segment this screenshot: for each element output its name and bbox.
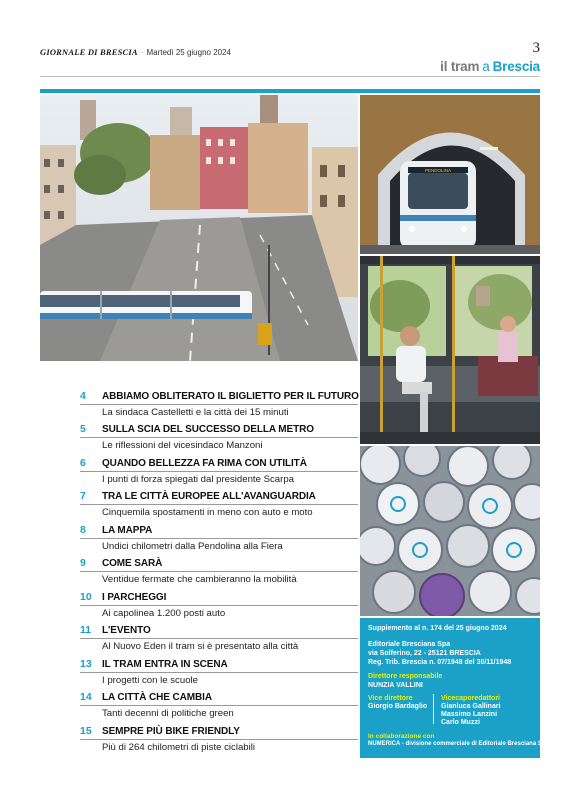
imprint-address: via Solferino, 22 - 25121 BRESCIA bbox=[368, 650, 481, 657]
page-number: 3 bbox=[532, 40, 540, 56]
imprint-director-label: Direttore responsabile bbox=[368, 673, 443, 680]
toc-divider bbox=[80, 538, 358, 539]
toc-divider bbox=[80, 705, 358, 706]
section-title bbox=[440, 59, 540, 74]
toc-subtitle: Tanti decenni di politiche green bbox=[102, 708, 234, 719]
toc-page-number: 7 bbox=[80, 490, 86, 502]
accent-rule bbox=[40, 89, 540, 93]
photo-tram-interior bbox=[360, 256, 540, 444]
toc-divider bbox=[80, 672, 358, 673]
section-title-c: Brescia bbox=[492, 59, 540, 74]
toc-title: ABBIAMO OBLITERATO IL BIGLIETTO PER IL FUTURO bbox=[102, 391, 359, 402]
toc-title: SULLA SCIA DEL SUCCESSO DELLA METRO bbox=[102, 424, 314, 435]
toc-title: LA CITTÀ CHE CAMBIA bbox=[102, 692, 212, 703]
toc-divider bbox=[80, 404, 358, 405]
newspaper-name: GIORNALE DI BRESCIA bbox=[40, 47, 138, 57]
imprint-vice: Giorgio Bardaglio bbox=[368, 703, 428, 710]
toc-page-number: 13 bbox=[80, 658, 92, 670]
toc-page-number: 10 bbox=[80, 591, 92, 603]
imprint-deputy-label: Vicecaporedattori bbox=[441, 695, 501, 702]
toc-title: COME SARÀ bbox=[102, 558, 163, 569]
toc-page-number: 6 bbox=[80, 457, 86, 469]
photo-badges bbox=[360, 446, 540, 616]
header-separator: · bbox=[140, 48, 144, 57]
toc-subtitle: I punti di forza spiegati dal presidente Scarpa bbox=[102, 474, 294, 485]
toc-page-number: 11 bbox=[80, 624, 92, 636]
toc-title: SEMPRE PIÙ BIKE FRIENDLY bbox=[102, 726, 240, 737]
toc-title: LA MAPPA bbox=[102, 525, 153, 536]
toc-page-number: 14 bbox=[80, 691, 92, 703]
toc-subtitle: Le riflessioni del vicesindaco Manzoni bbox=[102, 440, 263, 451]
toc-title: I PARCHEGGI bbox=[102, 592, 167, 603]
section-title-b: a bbox=[482, 59, 490, 74]
toc-subtitle: La sindaca Castelletti e la città dei 15 minuti bbox=[102, 407, 289, 418]
toc-subtitle: Ai capolinea 1.200 posti auto bbox=[102, 608, 226, 619]
imprint-deputy: Massimo Lanzini bbox=[441, 711, 498, 718]
toc-divider bbox=[80, 638, 358, 639]
toc-subtitle: Più di 264 chilometri di piste ciclabili bbox=[102, 742, 256, 753]
imprint-deputy: Carlo Muzzi bbox=[441, 719, 480, 726]
issue-date: Martedì 25 giugno 2024 bbox=[146, 48, 231, 57]
imprint-director: NUNZIA VALLINI bbox=[368, 682, 423, 689]
toc-title: QUANDO BELLEZZA FA RIMA CON UTILITÀ bbox=[102, 458, 307, 469]
running-header bbox=[40, 47, 231, 57]
toc-subtitle: I progetti con le scuole bbox=[102, 675, 198, 686]
imprint-collab-label: In collaborazione con bbox=[368, 733, 435, 740]
toc-subtitle: Al Nuovo Eden il tram si è presentato alla città bbox=[102, 641, 299, 652]
toc-title: L'EVENTO bbox=[102, 625, 151, 636]
toc-divider bbox=[80, 571, 358, 572]
photo-tram-tunnel bbox=[360, 95, 540, 254]
toc-subtitle: Cinquemila spostamenti in meno con auto e moto bbox=[102, 507, 313, 518]
toc-title: IL TRAM ENTRA IN SCENA bbox=[102, 659, 228, 670]
tram-destination-sign: PENDOLINA bbox=[424, 168, 452, 173]
imprint-deputy: Gianluca Gallinari bbox=[441, 703, 501, 710]
toc-subtitle: Ventidue fermate che cambieranno la mobilità bbox=[102, 574, 297, 585]
imprint-vice-label: Vice direttore bbox=[368, 695, 413, 702]
imprint-publisher: Editoriale Bresciana Spa bbox=[368, 641, 451, 648]
imprint-registration: Reg. Trib. Brescia n. 07/1948 del 30/11/1948 bbox=[368, 659, 512, 666]
imprint-collab: NUMERICA - divisione commerciale di Editoriale Bresciana S.p.A. bbox=[368, 741, 555, 747]
imprint-divider bbox=[433, 694, 434, 724]
toc-page-number: 15 bbox=[80, 725, 92, 737]
toc-page-number: 8 bbox=[80, 524, 86, 536]
toc-page-number: 4 bbox=[80, 390, 86, 402]
section-title-a: il tram bbox=[440, 59, 480, 74]
toc-divider bbox=[80, 471, 358, 472]
imprint-supplement: Supplemento al n. 174 del 25 giugno 2024 bbox=[368, 625, 507, 632]
header-rule bbox=[40, 76, 540, 77]
photo-city-square-tram bbox=[40, 95, 358, 361]
toc-divider bbox=[80, 739, 358, 740]
toc-subtitle: Undici chilometri dalla Pendolina alla Fiera bbox=[102, 541, 283, 552]
toc-page-number: 5 bbox=[80, 423, 86, 435]
toc-divider bbox=[80, 605, 358, 606]
toc-title: TRA LE CITTÀ EUROPEE ALL'AVANGUARDIA bbox=[102, 491, 316, 502]
toc-divider bbox=[80, 504, 358, 505]
toc-divider bbox=[80, 437, 358, 438]
toc-page-number: 9 bbox=[80, 557, 86, 569]
